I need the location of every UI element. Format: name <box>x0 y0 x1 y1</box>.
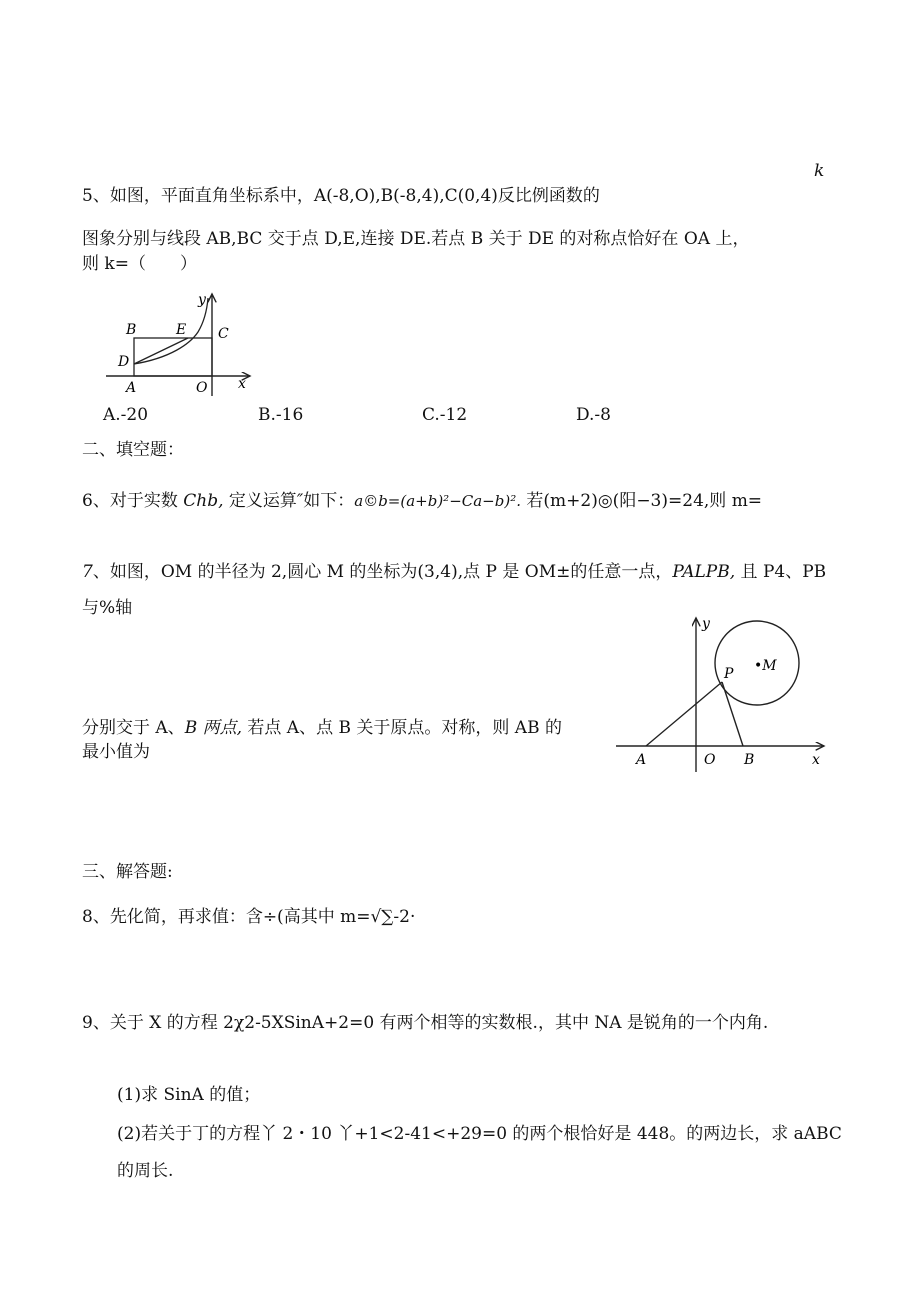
q7-line4: 最小值为 <box>82 742 150 762</box>
q5-hyperbola <box>134 298 208 364</box>
q5-line3: 则 k=（ ） <box>82 254 197 274</box>
label-y: y <box>198 292 206 308</box>
q7-line3: 分别交于 A、B 两点, 若点 A、点 B 关于原点。对称，则 AB 的 <box>82 718 562 738</box>
q5-option-d: D.-8 <box>576 405 611 425</box>
label-D: D <box>118 354 130 370</box>
label-M: •M <box>754 658 777 674</box>
label-O: O <box>196 380 208 396</box>
q5-option-a: A.-20 <box>103 405 149 425</box>
q9-part3: 的周长. <box>117 1161 174 1181</box>
q7-line1: 7、如图，OM 的半径为 2,圆心 M 的坐标为(3,4),点 P 是 OM±的任意一点，PALPB, 且 P4、PB <box>82 562 827 582</box>
q9-part2: (2)若关于丁的方程丫 2・10 丫+1<2-41<+29=0 的两个根恰好是 448。的两边长，求 aABC <box>117 1124 842 1144</box>
label-O: O <box>704 752 716 768</box>
segment-pa <box>646 682 722 746</box>
section-fill-blank-heading: 二、填空题： <box>82 440 184 460</box>
label-B: B <box>744 752 755 768</box>
label-E: E <box>176 322 187 338</box>
label-y: y <box>702 616 710 632</box>
q5-segment-de <box>134 338 188 364</box>
label-B: B <box>126 322 137 338</box>
label-A: A <box>126 380 137 396</box>
q6-text: 6、对于实数 Chb, 定义运算″如下：a©b=(a+b)²−Ca−b)². 若(m+2)◎(阳−3)=24,则 m= <box>82 491 763 511</box>
q5-line1: 5、如图，平面直角坐标系中，A(-8,O),B(-8,4),C(0,4)反比例函数的 <box>82 186 600 206</box>
q9-text: 9、关于 X 的方程 2χ2-5XSinA+2=0 有两个相等的实数根.，其中 NA 是锐角的一个内角. <box>82 1013 769 1033</box>
q7-line2: 与%轴 <box>82 598 133 618</box>
q9-part1: (1)求 SinA 的值； <box>117 1085 261 1105</box>
label-x: x <box>238 376 246 392</box>
q8-text: 8、先化简，再求值：含÷(高其中 m=√∑-2· <box>82 907 416 927</box>
q5-figure <box>100 288 260 400</box>
label-P: P <box>724 666 734 682</box>
section-answer-heading: 三、解答题: <box>82 862 173 882</box>
segment-pb <box>722 682 743 746</box>
q5-option-b: B.-16 <box>258 405 304 425</box>
label-A: A <box>636 752 647 768</box>
q5-option-c: C.-12 <box>422 405 468 425</box>
k-label: k <box>814 161 825 181</box>
q7-figure <box>612 612 832 774</box>
q5-line2: 图象分别与线段 AB,BC 交于点 D,E,连接 DE.若点 B 关于 DE 的对称点恰好在 OA 上， <box>82 229 750 249</box>
q5-rectangle <box>134 338 212 376</box>
label-C: C <box>218 326 229 342</box>
label-x: x <box>812 752 820 768</box>
